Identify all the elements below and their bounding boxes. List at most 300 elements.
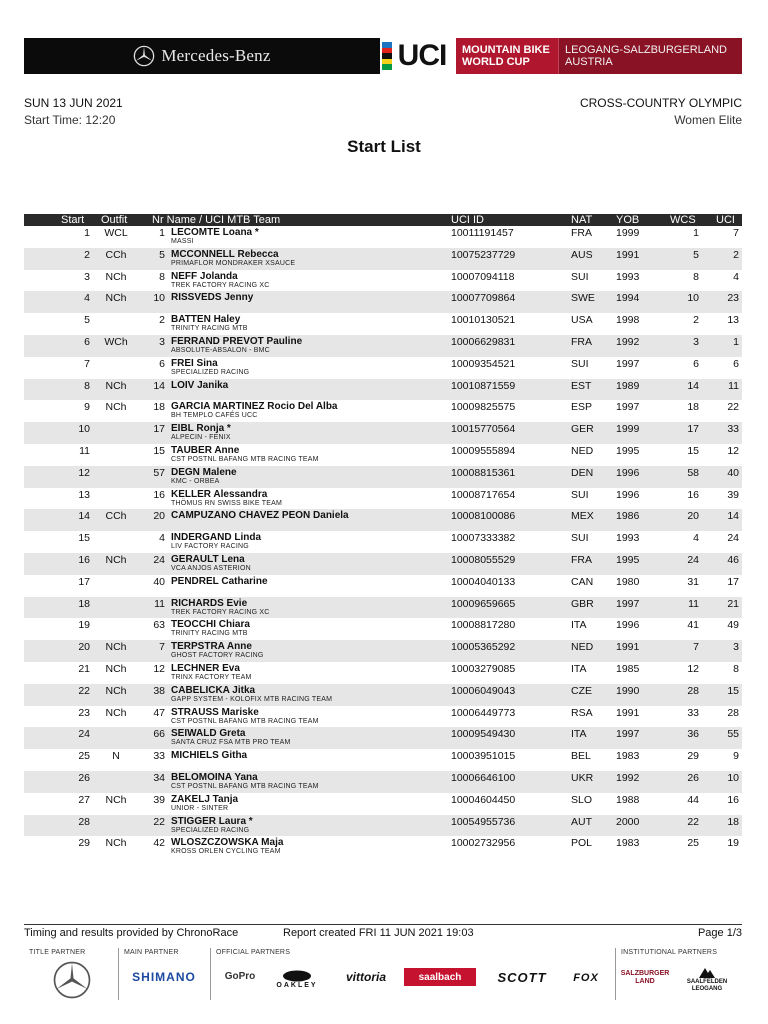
table-row <box>24 422 742 444</box>
partner-divider <box>118 948 119 1000</box>
start-cell: 21 <box>78 662 90 675</box>
start-cell: 5 <box>84 314 90 327</box>
table-header <box>24 214 742 226</box>
bib-number-cell: 40 <box>153 575 165 588</box>
outfit-cell: NCh <box>105 684 127 697</box>
outfit-cell: NCh <box>105 401 127 414</box>
rider-name-cell: NEFF Jolanda <box>171 270 238 282</box>
bib-number-cell: 14 <box>153 379 165 392</box>
wcs-ranking-cell: 16 <box>687 488 699 501</box>
team-name-cell: VCA ANJOS ASTERION <box>171 564 251 572</box>
uci-id-cell: 10006449773 <box>451 706 516 719</box>
bib-number-cell: 8 <box>159 270 165 283</box>
start-cell: 22 <box>78 684 90 697</box>
mercedes-star-icon <box>133 45 155 67</box>
uci-ranking-cell: 19 <box>727 837 739 850</box>
table-row <box>24 335 742 357</box>
team-name-cell: THÖMUS RN SWISS BIKE TEAM <box>171 499 283 507</box>
start-cell: 3 <box>84 270 90 283</box>
bib-number-cell: 63 <box>153 619 165 632</box>
bib-number-cell: 39 <box>153 793 165 806</box>
nation-cell: ITA <box>571 619 587 632</box>
bib-number-cell: 10 <box>153 292 165 305</box>
start-cell: 24 <box>78 728 90 741</box>
wcs-ranking-cell: 29 <box>687 750 699 763</box>
page-title: Start List <box>347 137 421 156</box>
team-name-cell: SPECIALIZED RACING <box>171 826 250 834</box>
venue-label <box>558 38 742 74</box>
rider-name-cell: SEIWALD Greta <box>171 728 246 740</box>
nation-cell: NED <box>571 444 594 457</box>
nation-cell: SUI <box>571 532 589 545</box>
bib-number-cell: 2 <box>159 314 165 327</box>
nation-cell: CAN <box>571 575 594 588</box>
uci-ranking-cell: 39 <box>727 488 739 501</box>
col-start: Start <box>61 214 85 226</box>
uci-ranking-cell: 18 <box>727 815 739 828</box>
year-of-birth-cell: 1985 <box>616 662 640 675</box>
team-name-cell: TRINITY RACING MTB <box>171 630 248 638</box>
uci-id-cell: 10006049043 <box>451 684 516 697</box>
nation-cell: GER <box>571 423 594 436</box>
start-cell: 8 <box>84 379 90 392</box>
wcs-ranking-cell: 24 <box>687 553 699 566</box>
uci-id-cell: 10007094118 <box>451 270 515 283</box>
team-name-cell: PRIMAFLOR MONDRAKER XSAUCE <box>171 259 296 267</box>
team-name-cell: TREK FACTORY RACING XC <box>171 281 270 289</box>
rider-name-cell: LOIV Janika <box>171 379 229 391</box>
outfit-cell: NCh <box>105 553 127 566</box>
rider-name-cell: EIBL Ronja * <box>171 423 231 435</box>
start-cell: 2 <box>84 248 90 261</box>
wcs-ranking-cell: 26 <box>687 771 699 784</box>
outfit-cell: NCh <box>105 292 127 305</box>
rider-name-cell: BATTEN Haley <box>171 314 241 326</box>
uci-id-cell: 10011191457 <box>451 227 514 239</box>
uci-ranking-cell: 28 <box>727 706 739 719</box>
nation-cell: NED <box>571 641 594 654</box>
wcs-ranking-cell: 31 <box>687 575 699 588</box>
uci-id-cell: 10002732956 <box>451 837 516 850</box>
uci-id-cell: 10015770564 <box>451 423 516 436</box>
start-cell: 7 <box>84 357 90 370</box>
team-name-cell: GHOST FACTORY RACING <box>171 652 264 660</box>
mercedes-star-icon <box>52 960 92 1000</box>
saalbach-logo: saalbach <box>404 968 476 986</box>
wcs-ranking-cell: 44 <box>687 793 699 806</box>
year-of-birth-cell: 1988 <box>616 793 640 806</box>
team-name-cell: TREK FACTORY RACING XC <box>171 608 270 616</box>
year-of-birth-cell: 1994 <box>616 292 640 305</box>
outfit-cell: NCh <box>105 662 127 675</box>
uci-ranking-cell: 23 <box>727 292 739 305</box>
team-name-cell: SANTA CRUZ FSA MTB PRO TEAM <box>171 739 291 747</box>
salzburger-land-logo: SALZBURGER LAND <box>620 970 670 985</box>
rider-name-cell: PENDREL Catharine <box>171 575 268 587</box>
table-row <box>24 291 742 313</box>
uci-ranking-cell: 9 <box>733 750 739 763</box>
nation-cell: EST <box>571 379 592 392</box>
year-of-birth-cell: 1997 <box>616 597 640 610</box>
wcs-ranking-cell: 3 <box>693 335 699 348</box>
uci-id-cell: 10008055529 <box>451 553 516 566</box>
table-row <box>24 618 742 640</box>
rider-name-cell: TAUBER Anne <box>171 444 240 456</box>
col-outfit: Outfit <box>101 214 128 226</box>
team-name-cell: ABSOLUTE-ABSALON - BMC <box>171 346 270 354</box>
bib-number-cell: 17 <box>153 423 165 436</box>
wcs-ranking-cell: 11 <box>688 597 699 610</box>
year-of-birth-cell: 1992 <box>616 335 640 348</box>
start-time: Start Time: 12:20 <box>24 113 116 127</box>
year-of-birth-cell: 1990 <box>616 684 640 697</box>
nation-cell: SWE <box>571 292 595 305</box>
year-of-birth-cell: 1999 <box>616 227 640 239</box>
year-of-birth-cell: 1995 <box>616 444 640 457</box>
year-of-birth-cell: 1993 <box>616 270 640 283</box>
wcs-ranking-cell: 4 <box>693 532 699 545</box>
bib-number-cell: 12 <box>153 662 165 675</box>
uci-id-cell: 10009354521 <box>451 357 516 370</box>
uci-logo <box>380 38 456 74</box>
venue-line-2: AUSTRIA <box>565 56 613 68</box>
uci-id-cell: 10009659665 <box>451 597 516 610</box>
bib-number-cell: 6 <box>159 357 165 370</box>
event-name: CROSS-COUNTRY OLYMPIC <box>579 96 742 110</box>
uci-ranking-cell: 4 <box>733 270 739 283</box>
oakley-wordmark: OAKLEY <box>276 981 318 989</box>
col-nr-name: Nr Name / UCI MTB Team <box>152 214 281 226</box>
page-number: Page 1/3 <box>697 927 742 939</box>
nation-cell: BEL <box>571 750 591 763</box>
bib-number-cell: 66 <box>153 728 165 741</box>
start-cell: 1 <box>84 227 90 239</box>
uci-id-cell: 10005365292 <box>451 641 516 654</box>
uci-wordmark: UCI <box>397 39 447 72</box>
outfit-cell: CCh <box>105 248 127 261</box>
rider-name-cell: CAMPUZANO CHAVEZ PEON Daniela <box>171 510 349 522</box>
table-row <box>24 509 742 531</box>
wcs-ranking-cell: 6 <box>693 357 699 370</box>
wcs-ranking-cell: 41 <box>687 619 699 632</box>
bib-number-cell: 7 <box>159 641 165 654</box>
start-cell: 11 <box>79 444 90 457</box>
uci-ranking-cell: 13 <box>727 314 739 327</box>
table-row <box>24 444 742 466</box>
timing-credit: Timing and results provided by ChronoRace <box>24 927 239 939</box>
start-cell: 27 <box>78 793 90 806</box>
wcs-ranking-cell: 25 <box>687 837 699 850</box>
year-of-birth-cell: 1998 <box>616 314 640 327</box>
uci-ranking-cell: 1 <box>733 335 739 348</box>
outfit-cell: N <box>112 750 120 763</box>
table-row <box>24 248 742 270</box>
series-line-2: WORLD CUP <box>462 56 530 68</box>
team-name-cell: SPECIALIZED RACING <box>171 368 250 376</box>
venue-line-1: LEOGANG-SALZBURGERLAND <box>565 44 727 56</box>
table-row <box>24 727 742 749</box>
start-cell: 26 <box>78 771 90 784</box>
start-cell: 14 <box>78 510 90 523</box>
team-name-cell: KROSS ORLEN CYCLING TEAM <box>171 848 281 856</box>
start-cell: 15 <box>78 532 90 545</box>
start-cell: 16 <box>78 553 90 566</box>
rider-name-cell: TEOCCHI Chiara <box>171 619 250 631</box>
saalfelden-mountain-icon <box>698 965 716 979</box>
bib-number-cell: 1 <box>159 227 165 239</box>
start-cell: 4 <box>84 292 90 305</box>
bib-number-cell: 38 <box>153 684 165 697</box>
nation-cell: ITA <box>571 662 587 675</box>
team-name-cell: LIV FACTORY RACING <box>171 543 249 551</box>
main-partner-label: MAIN PARTNER <box>124 949 179 956</box>
table-row <box>24 313 742 335</box>
table-row <box>24 815 742 837</box>
wcs-ranking-cell: 2 <box>693 314 699 327</box>
bib-number-cell: 22 <box>153 815 165 828</box>
wcs-ranking-cell: 17 <box>687 423 699 436</box>
nation-cell: GBR <box>571 597 594 610</box>
partner-divider <box>615 948 616 1000</box>
outfit-cell: NCh <box>105 270 127 283</box>
wcs-ranking-cell: 18 <box>687 401 699 414</box>
rider-name-cell: ZAKELJ Tanja <box>171 793 239 805</box>
outfit-cell: WCL <box>104 227 128 239</box>
team-name-cell: MASSI <box>171 238 194 245</box>
year-of-birth-cell: 1999 <box>616 423 640 436</box>
nation-cell: SUI <box>571 270 589 283</box>
wcs-ranking-cell: 58 <box>687 466 699 479</box>
year-of-birth-cell: 1983 <box>616 837 640 850</box>
outfit-cell: NCh <box>105 837 127 850</box>
rider-name-cell: MICHIELS Githa <box>171 750 248 762</box>
table-row <box>24 597 742 619</box>
nation-cell: FRA <box>571 553 592 566</box>
start-cell: 13 <box>78 488 90 501</box>
wcs-ranking-cell: 15 <box>687 444 699 457</box>
team-name-cell: TRINX FACTORY TEAM <box>171 673 252 681</box>
rider-name-cell: MCCONNELL Rebecca <box>171 248 279 260</box>
team-name-cell: CST POSTNL BAFANG MTB RACING TEAM <box>171 455 319 463</box>
wcs-ranking-cell: 1 <box>693 227 699 239</box>
mercedes-benz-wordmark: Mercedes-Benz <box>161 46 271 65</box>
team-name-cell: GAPP SYSTEM - KOLOFIX MTB RACING TEAM <box>171 695 333 703</box>
nation-cell: AUS <box>571 248 593 261</box>
col-uci: UCI <box>716 214 735 226</box>
uci-id-cell: 10008817280 <box>451 619 516 632</box>
rider-name-cell: LECHNER Eva <box>171 662 240 674</box>
bib-number-cell: 16 <box>153 488 165 501</box>
nation-cell: MEX <box>571 510 594 523</box>
uci-ranking-cell: 2 <box>733 248 739 261</box>
table-row <box>24 662 742 684</box>
outfit-cell: NCh <box>105 706 127 719</box>
team-name-cell: UNIOR - SINTER <box>171 804 229 812</box>
nation-cell: RSA <box>571 706 593 719</box>
wcs-ranking-cell: 8 <box>693 270 699 283</box>
bib-number-cell: 42 <box>153 837 165 850</box>
rider-name-cell: DEGN Malene <box>171 466 237 478</box>
race-date: SUN 13 JUN 2021 <box>24 96 123 110</box>
nation-cell: DEN <box>571 466 594 479</box>
nation-cell: CZE <box>571 684 592 697</box>
start-cell: 25 <box>78 750 90 763</box>
start-list-table <box>24 226 742 858</box>
col-yob: YOB <box>616 214 640 226</box>
uci-ranking-cell: 24 <box>727 532 739 545</box>
uci-id-cell: 10008815361 <box>451 466 516 479</box>
team-name-cell: CST POSTNL BAFANG MTB RACING TEAM <box>171 717 319 725</box>
table-row <box>24 226 742 248</box>
nation-cell: UKR <box>571 771 594 784</box>
rider-name-cell: BELOMOINA Yana <box>171 771 258 783</box>
rider-name-cell: RICHARDS Evie <box>171 597 248 609</box>
table-row <box>24 836 742 858</box>
uci-id-cell: 10010130521 <box>451 314 516 327</box>
category-name: Women Elite <box>674 113 742 127</box>
start-cell: 18 <box>78 597 90 610</box>
outfit-cell: NCh <box>105 793 127 806</box>
institutional-partners-label: INSTITUTIONAL PARTNERS <box>621 949 718 956</box>
uci-ranking-cell: 15 <box>727 684 739 697</box>
rider-name-cell: WLOSZCZOWSKA Maja <box>171 837 284 849</box>
year-of-birth-cell: 1992 <box>616 771 640 784</box>
uci-ranking-cell: 46 <box>727 553 739 566</box>
partner-divider <box>210 948 211 1000</box>
table-row <box>24 684 742 706</box>
uci-ranking-cell: 14 <box>727 510 739 523</box>
uci-rainbow-stripes <box>382 42 392 70</box>
year-of-birth-cell: 1995 <box>616 553 640 566</box>
title-partner-banner <box>24 38 380 74</box>
uci-id-cell: 10009825575 <box>451 401 516 414</box>
year-of-birth-cell: 1996 <box>616 619 640 632</box>
table-row <box>24 400 742 422</box>
col-uci-id: UCI ID <box>451 214 484 226</box>
oakley-ellipse-icon <box>282 970 312 982</box>
table-row <box>24 553 742 575</box>
uci-id-cell: 10010871559 <box>451 379 516 392</box>
footer-divider <box>24 924 742 925</box>
team-name-cell: CST POSTNL BAFANG MTB RACING TEAM <box>171 782 319 790</box>
wcs-ranking-cell: 5 <box>693 248 699 261</box>
fox-logo: FOX <box>573 972 599 984</box>
series-label <box>456 38 558 74</box>
year-of-birth-cell: 1991 <box>616 706 640 719</box>
outfit-cell: CCh <box>105 510 127 523</box>
bib-number-cell: 18 <box>153 401 165 414</box>
uci-id-cell: 10008100086 <box>451 510 516 523</box>
series-line-1: MOUNTAIN BIKE <box>462 44 550 56</box>
year-of-birth-cell: 1996 <box>616 466 640 479</box>
oakley-logo <box>266 968 328 990</box>
nation-cell: SUI <box>571 488 589 501</box>
official-partners-label: OFFICIAL PARTNERS <box>216 949 291 956</box>
nation-cell: FRA <box>571 227 592 239</box>
start-cell: 20 <box>78 641 90 654</box>
shimano-logo: SHIMANO <box>132 970 196 984</box>
table-row <box>24 771 742 793</box>
wcs-ranking-cell: 36 <box>687 728 699 741</box>
uci-ranking-cell: 55 <box>727 728 739 741</box>
uci-id-cell: 10054955736 <box>451 815 516 828</box>
wcs-ranking-cell: 12 <box>687 662 699 675</box>
uci-ranking-cell: 40 <box>727 466 739 479</box>
uci-ranking-cell: 49 <box>727 619 739 632</box>
title-partner-label: TITLE PARTNER <box>29 949 86 956</box>
table-row <box>24 270 742 292</box>
start-cell: 29 <box>78 837 90 850</box>
table-row <box>24 706 742 728</box>
nation-cell: FRA <box>571 335 592 348</box>
gopro-logo: GoPro <box>224 970 256 982</box>
table-row <box>24 488 742 510</box>
uci-id-cell: 10006629831 <box>451 335 516 348</box>
table-row <box>24 379 742 401</box>
bib-number-cell: 3 <box>159 335 165 348</box>
start-cell: 10 <box>78 423 90 436</box>
nation-cell: AUT <box>571 815 592 828</box>
rider-name-cell: KELLER Alessandra <box>171 488 268 500</box>
rider-name-cell: TERPSTRA Anne <box>171 641 252 653</box>
year-of-birth-cell: 1997 <box>616 401 640 414</box>
rider-name-cell: INDERGAND Linda <box>171 532 261 544</box>
wcs-ranking-cell: 28 <box>687 684 699 697</box>
year-of-birth-cell: 1980 <box>616 575 640 588</box>
table-row <box>24 793 742 815</box>
bib-number-cell: 5 <box>159 248 165 261</box>
wcs-ranking-cell: 7 <box>693 641 699 654</box>
saalfelden-leogang-logo <box>676 962 738 996</box>
wcs-ranking-cell: 14 <box>687 379 699 392</box>
uci-ranking-cell: 6 <box>733 357 739 370</box>
outfit-cell: WCh <box>104 335 128 348</box>
table-row <box>24 575 742 597</box>
year-of-birth-cell: 1991 <box>616 641 640 654</box>
uci-id-cell: 10009555894 <box>451 444 516 457</box>
wcs-ranking-cell: 10 <box>687 292 699 305</box>
table-row <box>24 357 742 379</box>
team-name-cell: TRINITY RACING MTB <box>171 325 248 333</box>
uci-id-cell: 10003279085 <box>451 662 516 675</box>
nation-cell: POL <box>571 837 593 850</box>
year-of-birth-cell: 1989 <box>616 379 640 392</box>
start-cell: 17 <box>78 575 90 588</box>
year-of-birth-cell: 1997 <box>616 728 640 741</box>
saalfelden-wordmark: SAALFELDEN LEOGANG <box>686 979 728 992</box>
col-wcs: WCS <box>670 214 696 226</box>
start-cell: 28 <box>78 815 90 828</box>
start-cell: 12 <box>78 466 90 479</box>
rider-name-cell: RISSVEDS Jenny <box>171 292 254 304</box>
table-row <box>24 640 742 662</box>
start-cell: 6 <box>84 335 90 348</box>
start-cell: 23 <box>78 706 90 719</box>
uci-id-cell: 10009549430 <box>451 728 516 741</box>
bib-number-cell: 47 <box>153 706 165 719</box>
uci-ranking-cell: 17 <box>727 575 739 588</box>
outfit-cell: NCh <box>105 641 127 654</box>
vittoria-logo: vittoria <box>345 970 386 984</box>
rider-name-cell: GARCIA MARTINEZ Rocio Del Alba <box>171 401 338 413</box>
nation-cell: ITA <box>571 728 587 741</box>
uci-id-cell: 10075237729 <box>451 248 516 261</box>
rider-name-cell: STIGGER Laura * <box>171 815 253 827</box>
uci-ranking-cell: 7 <box>733 227 739 239</box>
uci-id-cell: 10007333382 <box>451 532 516 545</box>
uci-ranking-cell: 16 <box>727 793 739 806</box>
rider-name-cell: FREI Sina <box>171 357 218 369</box>
